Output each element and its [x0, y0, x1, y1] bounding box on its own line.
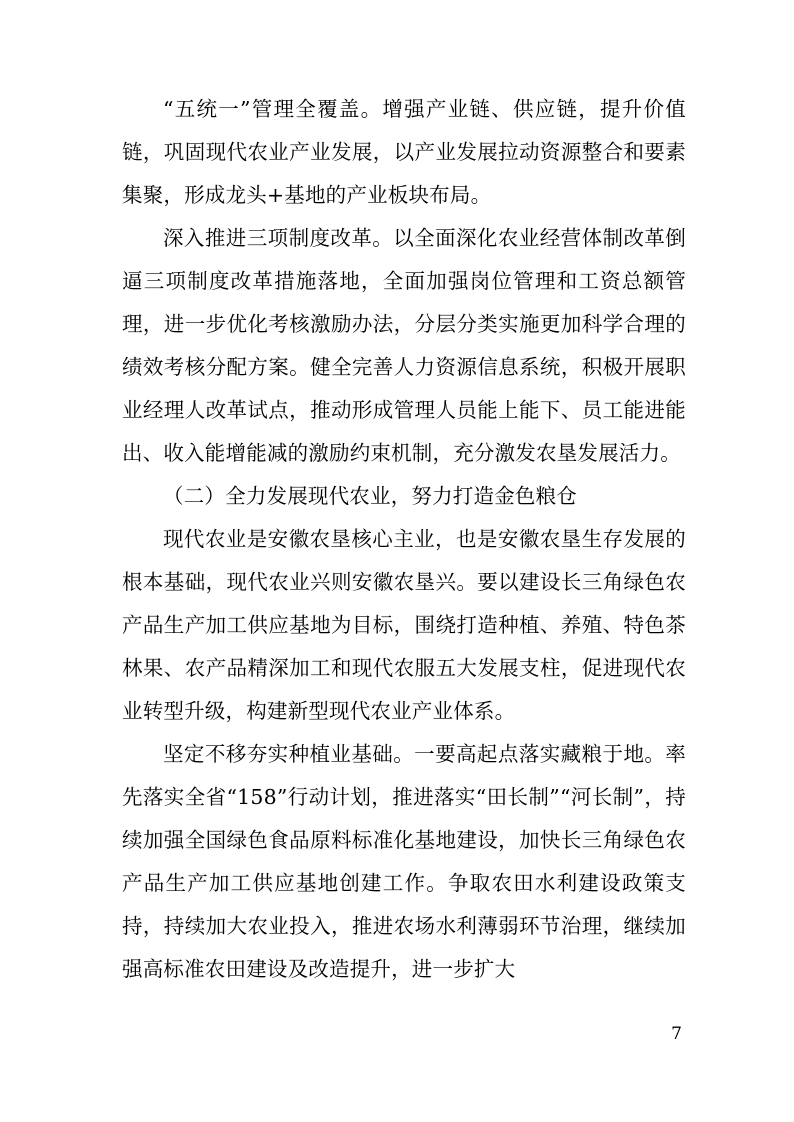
section-heading-2: （二）全力发展现代农业，努力打造金色粮仓: [163, 484, 577, 508]
paragraph-1: “五统一”管理全覆盖。增强产业链、供应链，提升价值链，巩固现代农业产业发展，以产业发展拉动资源整合和要素集聚，形成龙头+基地的产业板块布局。: [122, 97, 686, 207]
paragraph-2: 深入推进三项制度改革。以全面深化农业经营体制改革倒逼三项制度改革措施落地，全面加强岗位管理和工资总额管理，进一步优化考核激励办法，分层分类实施更加科学合理的绩效考核分配方案。健全完善人力资源信息系统，积极开展职业经理人改革试点，推动形成管理人员能上能下、员工能进能出、收入能增能减的激励约束机制，充分激发农垦发展活力。: [122, 226, 686, 465]
paragraph-4: 坚定不移夯实种植业基础。一要高起点落实藏粮于地。率先落实全省“158”行动计划，推进落实“田长制”“河长制”，持续加强全国绿色食品原料标准化基地建设，加快长三角绿色农产品生产加工供应基地创建工作。争取农田水利建设政策支持，持续加大农业投入，推进农场水利薄弱环节治理，继续加强高标准农田建设及改造提升，进一步扩大: [122, 742, 686, 981]
paragraph-3: 现代农业是安徽农垦核心主业，也是安徽农垦生存发展的根本基础，现代农业兴则安徽农垦兴。要以建设长三角绿色农产品生产加工供应基地为目标，围绕打造种植、养殖、特色茶林果、农产品精深加工和现代农服五大发展支柱，促进现代农业转型升级，构建新型现代农业产业体系。: [122, 527, 686, 723]
document-body: [122, 88, 686, 991]
page-number: 7: [671, 1024, 682, 1044]
